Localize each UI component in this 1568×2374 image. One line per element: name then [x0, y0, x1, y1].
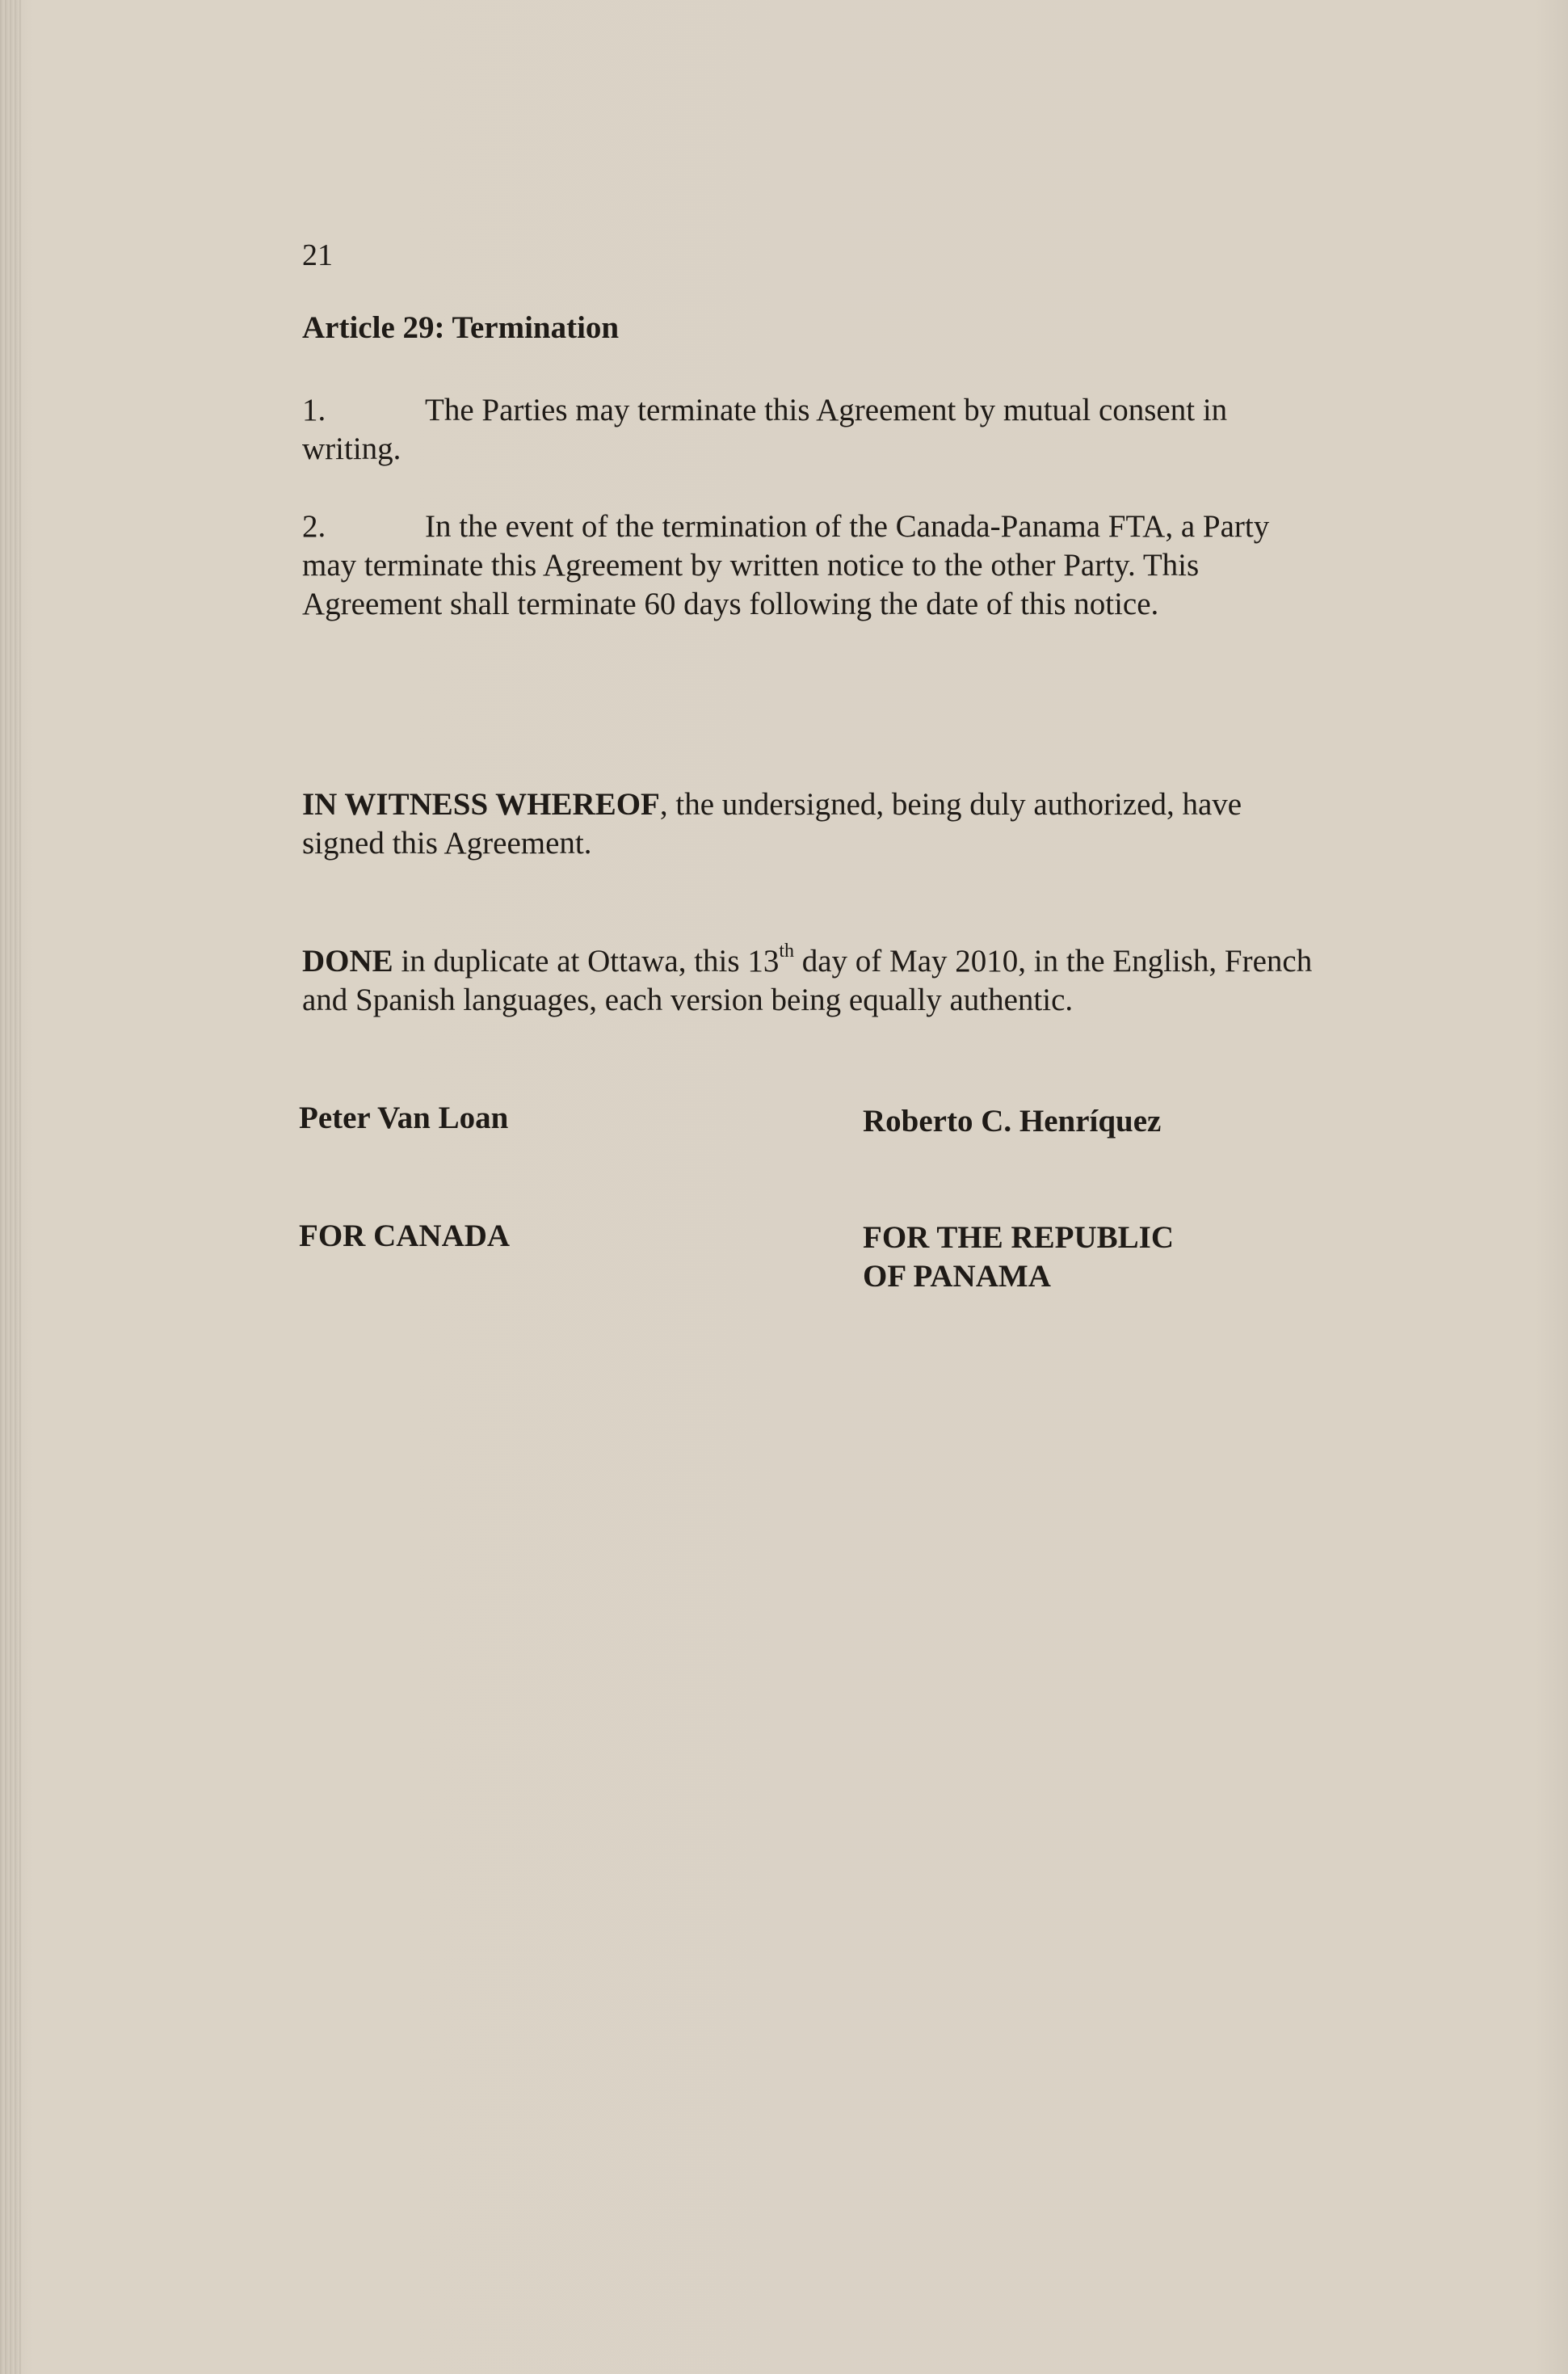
done-clause — [302, 942, 1312, 1020]
witness-line-2: signed this Agreement. — [302, 826, 592, 861]
done-line-1 — [302, 942, 1312, 981]
paragraph-1-line-1 — [302, 391, 1227, 430]
paragraph-2-line-2: may terminate this Agreement by written notice to the other Party. This — [302, 548, 1200, 583]
show-through-texture — [711, 299, 953, 331]
signatory-canada-party: FOR CANADA — [299, 1219, 511, 1253]
page-number: 21 — [302, 238, 333, 272]
witness-lead: IN WITNESS WHEREOF — [302, 787, 660, 822]
paragraph-2 — [302, 507, 1269, 624]
signatory-canada-name: Peter Van Loan — [299, 1101, 509, 1135]
paragraph-2-text: In the event of the termination of the Canada-Panama FTA, a Party — [425, 509, 1270, 544]
signatory-panama-party-line-1: FOR THE REPUBLIC — [863, 1220, 1175, 1255]
done-line-2: and Spanish languages, each version being equally authentic. — [302, 983, 1074, 1017]
signatory-panama-party — [863, 1219, 1174, 1296]
paragraph-1 — [302, 391, 1227, 469]
done-superscript: th — [779, 941, 794, 962]
paragraph-1-number: 1. — [302, 393, 326, 427]
done-lead: DONE — [302, 944, 393, 979]
paragraph-2-line-3: Agreement shall terminate 60 days following the date of this notice. — [302, 587, 1159, 621]
paragraph-2-number: 2. — [302, 509, 326, 544]
done-pre: in duplicate at Ottawa, this 13 — [393, 944, 780, 979]
article-heading: Article 29: Termination — [302, 310, 620, 345]
paragraph-2-line-1 — [302, 507, 1269, 546]
signatory-panama-name: Roberto C. Henríquez — [863, 1104, 1162, 1139]
witness-line-1 — [302, 785, 1242, 824]
witness-clause — [302, 785, 1242, 863]
paragraph-1-line-2: writing. — [302, 431, 401, 466]
page-edge-shadow — [0, 0, 21, 2374]
signatory-panama-party-line-2: OF PANAMA — [863, 1259, 1051, 1294]
witness-rest: , the undersigned, being duly authorized, have — [659, 787, 1242, 822]
done-post: day of May 2010, in the English, French — [794, 944, 1313, 979]
paragraph-1-text: The Parties may terminate this Agreement by mutual consent in — [425, 393, 1228, 427]
